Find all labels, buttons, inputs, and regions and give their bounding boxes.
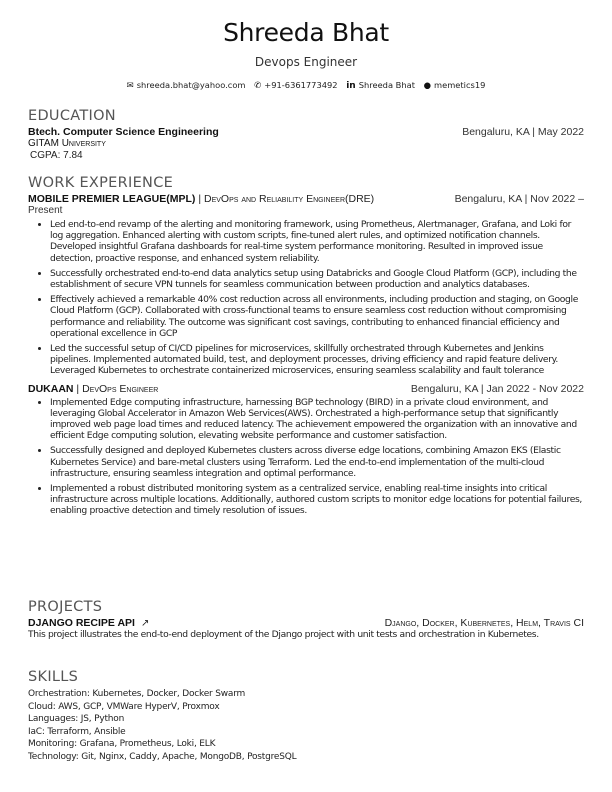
job-header — [28, 193, 584, 205]
envelope-icon: ✉ — [126, 81, 134, 91]
job-date-cont: Present — [28, 205, 63, 216]
skill-line: Orchestration: Kubernetes, Docker, Docker Swarm — [28, 689, 246, 699]
skill-line: Cloud: AWS, GCP, VMWare HyperV, Proxmox — [28, 701, 220, 712]
phone-icon: ✆ — [254, 81, 262, 91]
skill-line: Technology: Git, Nginx, Caddy, Apache, MongoDB, PostgreSQL — [28, 751, 297, 762]
separator: | — [195, 193, 204, 205]
skill-line: Monitoring: Grafana, Prometheus, Loki, ELK — [28, 739, 216, 749]
skill-line: IaC: Terraform, Ansible — [28, 726, 126, 737]
project-description: This project illustrates the end-to-end deployment of the Django project with unit tests and orchestration in Kubernetes. — [28, 629, 539, 640]
job-header — [28, 383, 584, 395]
contact-email[interactable] — [127, 80, 246, 91]
bullet: • Implemented a robust distributed monitoring system as a centralized service, enabling real-time insights into critical infrastructure across multiple locations. Additionally, authored custom scripts to monitor edge locations for potential failures, enabling proactive detection and timely resolution of issues. — [50, 483, 584, 517]
linkedin-text[interactable]: Shreeda Bhat — [358, 80, 415, 90]
company-name: MOBILE PREMIER LEAGUE(MPL) — [28, 193, 196, 205]
education-location-date: Bengaluru, KA | May 2022 — [462, 126, 584, 138]
degree: Btech. Computer Science Engineering — [28, 126, 219, 138]
skills-heading: SKILLS — [28, 669, 79, 685]
job-bullets — [28, 219, 584, 377]
bullet: • Implemented Edge computing infrastructure, harnessing BGP technology (BIRD) in a private cloud environment, and leveraging Global Accelerator in Amazon Web Services(AWS). Orchestrated a high-performance setup that significantly improved web page load times and reduced latency. The achievement empowered the organization with an innovative and efficient Edge computing solution, elevating website performance and customer satisfaction. — [50, 397, 584, 442]
bullet: • Led end-to-end revamp of the alerting and monitoring framework, using Prometheus, Alertmanager, Grafana, and Loki for log aggregation. Enhanced alerting with custom scripts, fine-tuned alert rules, and optimized notification channels. Developed insightful Grafana dashboards for real-time system performance monitoring. Resulted in improved issue detection, proactive response, and enhanced system reliability. — [50, 219, 584, 264]
candidate-name: Shreeda Bhat — [223, 18, 389, 47]
job-location-date: Bengaluru, KA | Jan 2022 - Nov 2022 — [410, 382, 584, 395]
contact-github[interactable] — [424, 80, 486, 91]
skill-line: Languages: JS, Python — [28, 714, 125, 724]
company-name: DUKAAN — [28, 382, 74, 395]
job-mpl — [28, 193, 584, 377]
education-row — [28, 126, 584, 138]
candidate-title: Devops Engineer — [254, 55, 358, 69]
bullet: • Effectively achieved a remarkable 40% cost reduction across all environments, including production and staging, on Google Cloud Platform (GCP). Collaborated with cross-functional teams to ensure seamless cost reduction without compromising performance and reliability. The outcome was significant cost savings, contributing to enhanced financial efficiency and operational excellence in GCP — [50, 294, 584, 339]
separator: | — [73, 382, 83, 395]
bullet: • Led the successful setup of CI/CD pipelines for microservices, skillfully orchestrated through Kubernetes and Jenkins pipelines. Implemented automated build, test, and deployment processes, driving efficiency and rapid feature delivery. Leveraged Kubernetes to orchestrate containerized microservices, ensuring seamless scalability and fault tolerance — [50, 343, 584, 377]
institution: GITAM University — [28, 138, 106, 149]
phone-text[interactable]: +91-6361773492 — [264, 80, 338, 90]
bullet: • Successfully orchestrated end-to-end data analytics setup using Databricks and Google Cloud Platform (GCP), including the establishment of secure VPN tunnels for seamless communication between production and analytics databases. — [50, 268, 584, 290]
job-dukaan — [28, 383, 584, 517]
job-location-date: Bengaluru, KA | Nov 2022 – — [454, 193, 584, 205]
projects-heading: PROJECTS — [28, 599, 103, 615]
job-bullets — [28, 397, 584, 517]
skills-list — [28, 688, 584, 763]
projects-section — [28, 599, 584, 641]
email-text[interactable]: shreeda.bhat@yahoo.com — [136, 80, 246, 90]
job-role: DevOps Engineer — [82, 382, 159, 395]
contact-bar — [0, 80, 612, 91]
linkedin-icon: in — [346, 81, 356, 91]
bullet: • Successfully designed and deployed Kubernetes clusters across diverse edge locations, combining Amazon EKS (Elastic Kubernetes Service) and bare-metal clusters using Terraform. Led the end-to-end implementation of the multi-cloud infrastructure, ensuring seamless integration and optimal performance. — [50, 445, 584, 479]
external-link-icon[interactable]: ↗ — [140, 618, 150, 629]
gpa: CGPA: 7.84 — [30, 150, 83, 161]
work-heading: WORK EXPERIENCE — [28, 175, 174, 191]
contact-linkedin[interactable] — [346, 80, 415, 91]
education-section — [28, 108, 584, 162]
project-stack: Django, Docker, Kubernetes, Helm, Travis CI — [384, 617, 584, 629]
work-section — [28, 175, 584, 521]
project-header — [28, 617, 584, 629]
project-name: DJANGO RECIPE API — [28, 617, 135, 629]
contact-phone[interactable] — [254, 80, 337, 91]
job-role: DevOps and Reliability Engineer(DRE) — [203, 193, 375, 205]
education-heading: EDUCATION — [28, 108, 116, 124]
github-text[interactable]: memetics19 — [434, 80, 486, 90]
skills-section — [28, 669, 584, 763]
github-icon: ● — [423, 81, 432, 91]
